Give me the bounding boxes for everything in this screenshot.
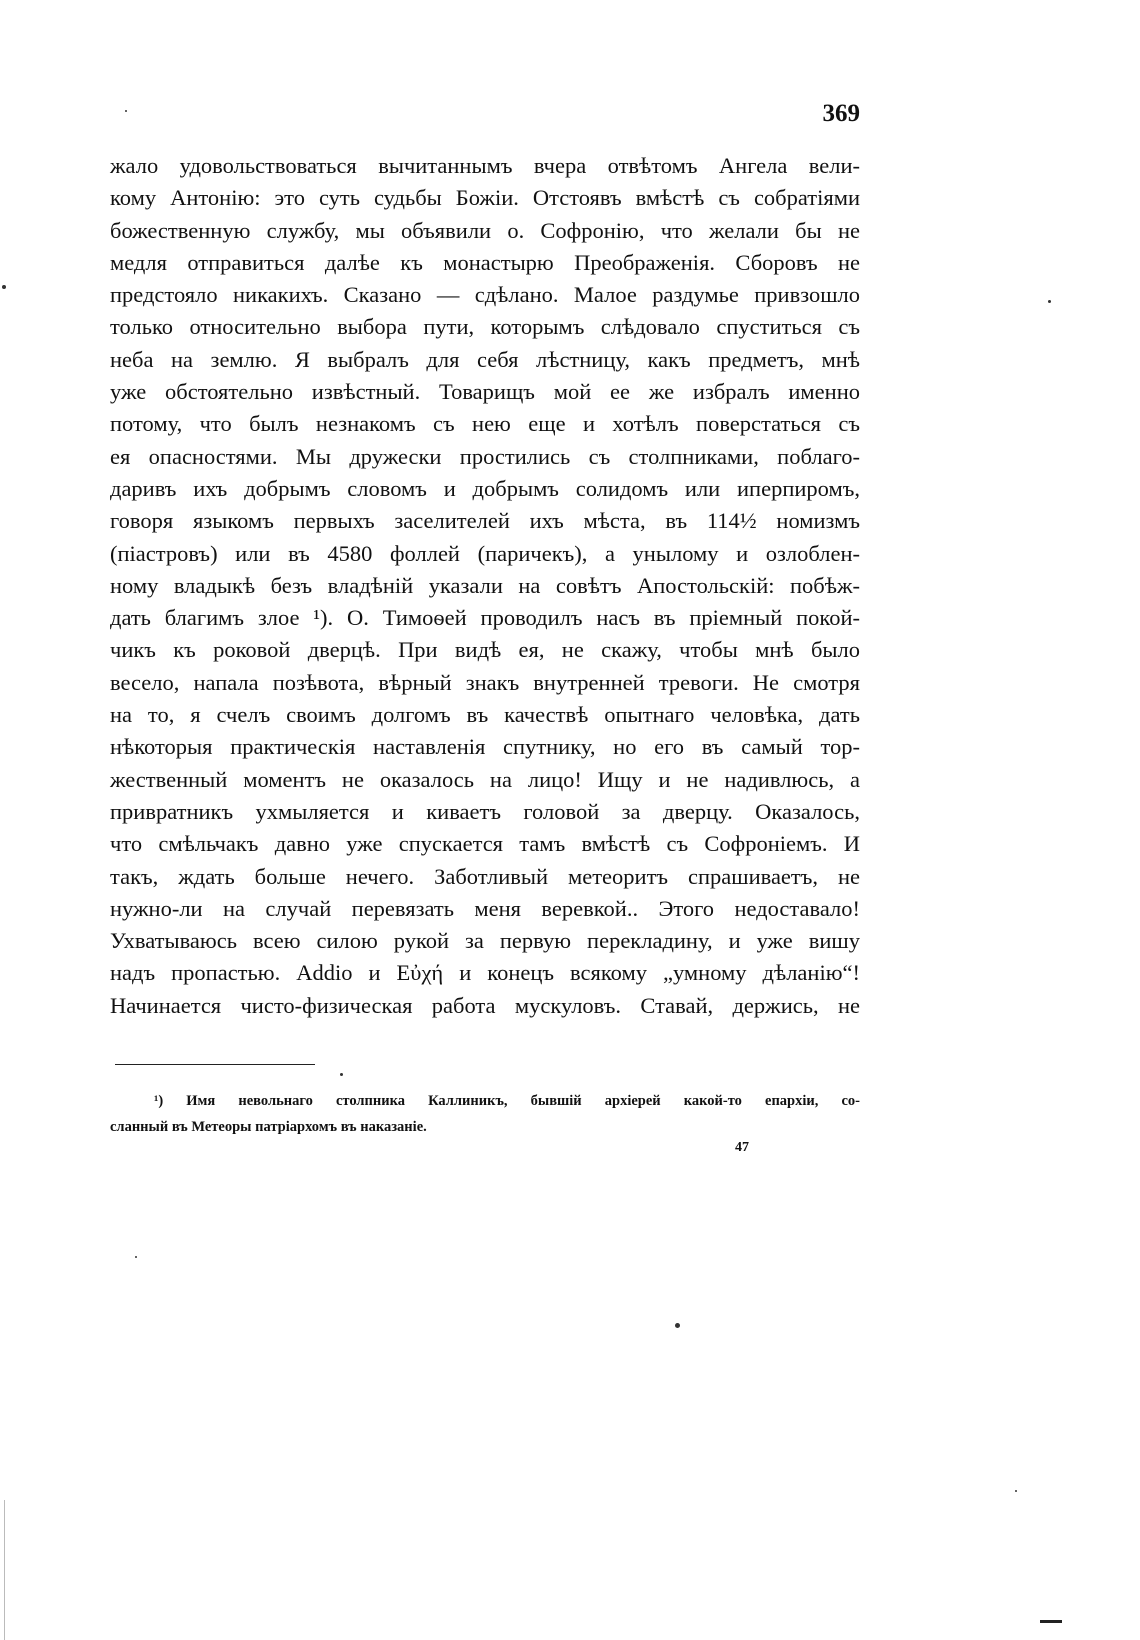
body-line: потому, что былъ незнакомъ съ нею еще и хотѣлъ поверстаться съ — [110, 411, 860, 437]
scan-speck — [125, 110, 127, 112]
scan-speck — [135, 1256, 137, 1258]
body-line: на то, я счелъ своимъ долгомъ въ качествѣ опытнаго человѣка, дать — [110, 702, 860, 728]
body-line: неба на землю. Я выбралъ для себя лѣстницу, какъ предметъ, мнѣ — [110, 346, 860, 372]
scan-speck — [1048, 300, 1051, 303]
scan-speck — [340, 1073, 343, 1076]
footnote — [110, 1088, 860, 1140]
footnote-line: сланный въ Метеоры патріархомъ въ наказаніе. — [110, 1119, 427, 1135]
body-line: надъ пропастью. Addio и Εὐχή и конецъ всякому „умному дѣланію“! — [110, 960, 860, 986]
body-line: привратникъ ухмыляется и киваетъ головой за дверцу. Оказалось, — [110, 798, 860, 824]
body-line: кому Антонію: это суть судьбы Божіи. Отстоявъ вмѣстѣ съ собратіями — [110, 185, 860, 211]
footnote-line: ¹) Имя невольнаго столпника Каллиникъ, бывшій архіерей какой-то епархіи, со- — [154, 1093, 860, 1109]
body-line: нужно-ли на случай перевязать меня веревкой.. Этого недоставало! — [110, 895, 860, 921]
footnote-rule — [115, 1064, 315, 1065]
body-line: медля отправиться далѣе къ монастырю Преображенія. Сборовъ не — [110, 249, 860, 275]
body-line: дать благимъ злое ¹). О. Тимоѳей проводилъ насъ въ пріемный покой- — [110, 605, 860, 631]
body-line: предстояло никакихъ. Сказано — сдѣлано. Малое раздумье привзошло — [110, 282, 860, 308]
scan-speck — [1015, 1490, 1017, 1492]
body-line: божественную службу, мы объявили о. Софронію, что желали бы не — [110, 217, 860, 243]
body-line: Ухватываюсь всею силою рукой за первую перекладину, и уже вишу — [110, 928, 860, 954]
body-line: ея опасностями. Мы дружески простились съ столпниками, поблаго- — [110, 443, 860, 469]
body-line: жественный моментъ не оказалось на лицо! Ищу и не надивлюсь, а — [110, 766, 860, 792]
body-line: уже обстоятельно извѣстный. Товарищъ мой ее же избралъ именно — [110, 379, 860, 405]
scan-speck — [2, 285, 6, 289]
body-line: такъ, ждать больше нечего. Заботливый метеоритъ спрашиваетъ, не — [110, 863, 860, 889]
body-line: что смѣльчакъ давно уже спускается тамъ вмѣстѣ съ Софроніемъ. И — [110, 831, 860, 857]
body-line: даривъ ихъ добрымъ словомъ и добрымъ солидомъ или иперпиромъ, — [110, 475, 860, 501]
body-line: Начинается чисто-физическая работа мускуловъ. Ставай, держись, не — [110, 992, 860, 1018]
body-line: чикъ къ роковой дверцѣ. При видѣ ея, не скажу, чтобы мнѣ было — [110, 637, 860, 663]
corner-mark — [1040, 1620, 1062, 1623]
body-line: жало удовольствоваться вычитаннымъ вчера отвѣтомъ Ангела вели- — [110, 153, 860, 178]
body-line: говоря языкомъ первыхъ заселителей ихъ мѣста, въ 114½ номизмъ — [110, 508, 860, 534]
scan-speck — [675, 1323, 680, 1328]
body-line: только относительно выбора пути, которымъ слѣдовало спуститься съ — [110, 314, 860, 340]
body-line: нѣкоторыя практическія наставленія спутнику, но его въ самый тор- — [110, 734, 860, 760]
body-line: (піастровъ) или въ 4580 фоллей (паричекъ), а унылому и озлоблен- — [110, 540, 860, 566]
page-number: 369 — [822, 100, 860, 127]
body-line: весело, напала позѣвота, вѣрный знакъ внутренней тревоги. Не смотря — [110, 669, 860, 695]
body-text — [110, 150, 860, 1022]
signature-mark: 47 — [735, 1140, 749, 1155]
body-line: ному владыкѣ безъ владѣній указали на совѣтъ Апостольскій: побѣж- — [110, 572, 860, 598]
margin-line — [4, 1500, 5, 1640]
